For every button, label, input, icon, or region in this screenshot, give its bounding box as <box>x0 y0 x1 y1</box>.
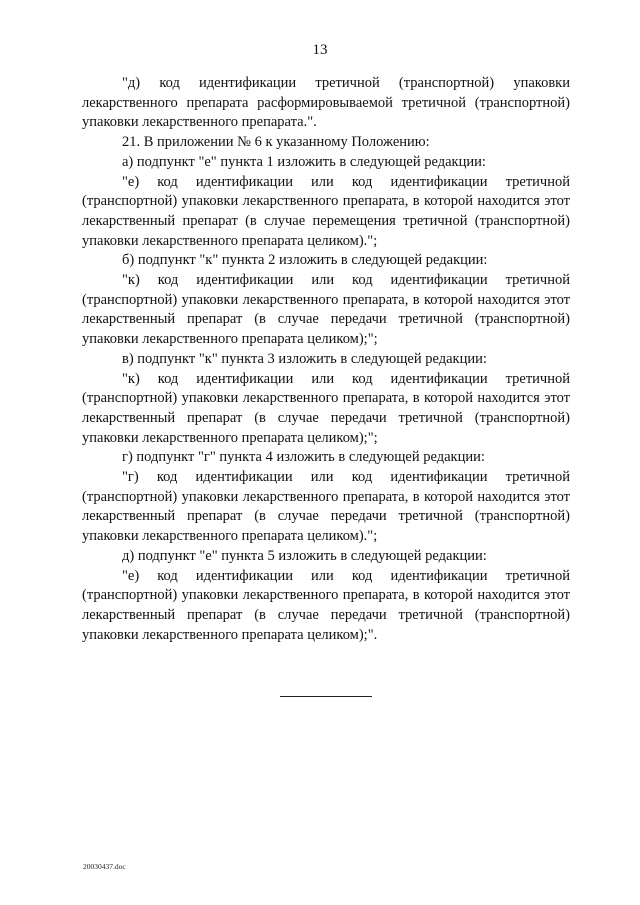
paragraph-quote-k-2: "к) код идентификации или код идентификации третичной (транспортной) упаковки лекарственного препарата, в которой находится этот лекарственный препарат (в случае передачи третичной (транспортной) упаковки лекарственного препарата целиком);"; <box>82 272 570 348</box>
page-number: 13 <box>312 42 328 58</box>
paragraph-item-21: 21. В приложении № 6 к указанному Положению: <box>122 134 430 151</box>
paragraph-subitem-a: а) подпункт "е" пункта 1 изложить в следующей редакции: <box>122 153 486 170</box>
paragraph-quote-k-3: "к) код идентификации или код идентификации третичной (транспортной) упаковки лекарственного препарата, в которой находится этот лекарственный препарат (в случае передачи третичной (транспортной) упаковки лекарственного препарата целиком);"; <box>82 370 570 446</box>
paragraph-subitem-g: г) подпункт "г" пункта 4 изложить в следующей редакции: <box>122 449 485 466</box>
paragraph-subitem-b: б) подпункт "к" пункта 2 изложить в следующей редакции: <box>122 252 488 269</box>
footer-filename: 20030437.doc <box>83 862 126 871</box>
document-body <box>82 74 570 645</box>
closing-separator-line <box>280 696 372 697</box>
paragraph-subitem-v: в) подпункт "к" пункта 3 изложить в следующей редакции: <box>122 350 487 367</box>
paragraph-quote-g-4: "г) код идентификации или код идентификации третичной (транспортной) упаковки лекарственного препарата, в которой находится этот лекарственный препарат (в случае передачи третичной (транспортной) упаковки лекарственного препарата целиком)."; <box>82 469 570 545</box>
paragraph-amendment-d: "д) код идентификации третичной (транспортной) упаковки лекарственного препарата расформировываемой третичной (транспортной) упаковки лекарственного препарата.". <box>82 75 570 131</box>
paragraph-quote-e-5: "е) код идентификации или код идентификации третичной (транспортной) упаковки лекарственного препарата, в которой находится этот лекарственный препарат (в случае передачи третичной (транспортной) упаковки лекарственного препарата целиком);". <box>82 567 570 643</box>
paragraph-quote-e-1: "е) код идентификации или код идентификации третичной (транспортной) упаковки лекарственного препарата, в которой находится этот лекарственный препарат (в случае перемещения третичной (транспортной) упаковки лекарственного препарата целиком)."; <box>82 173 570 249</box>
paragraph-subitem-d: д) подпункт "е" пункта 5 изложить в следующей редакции: <box>122 547 487 564</box>
